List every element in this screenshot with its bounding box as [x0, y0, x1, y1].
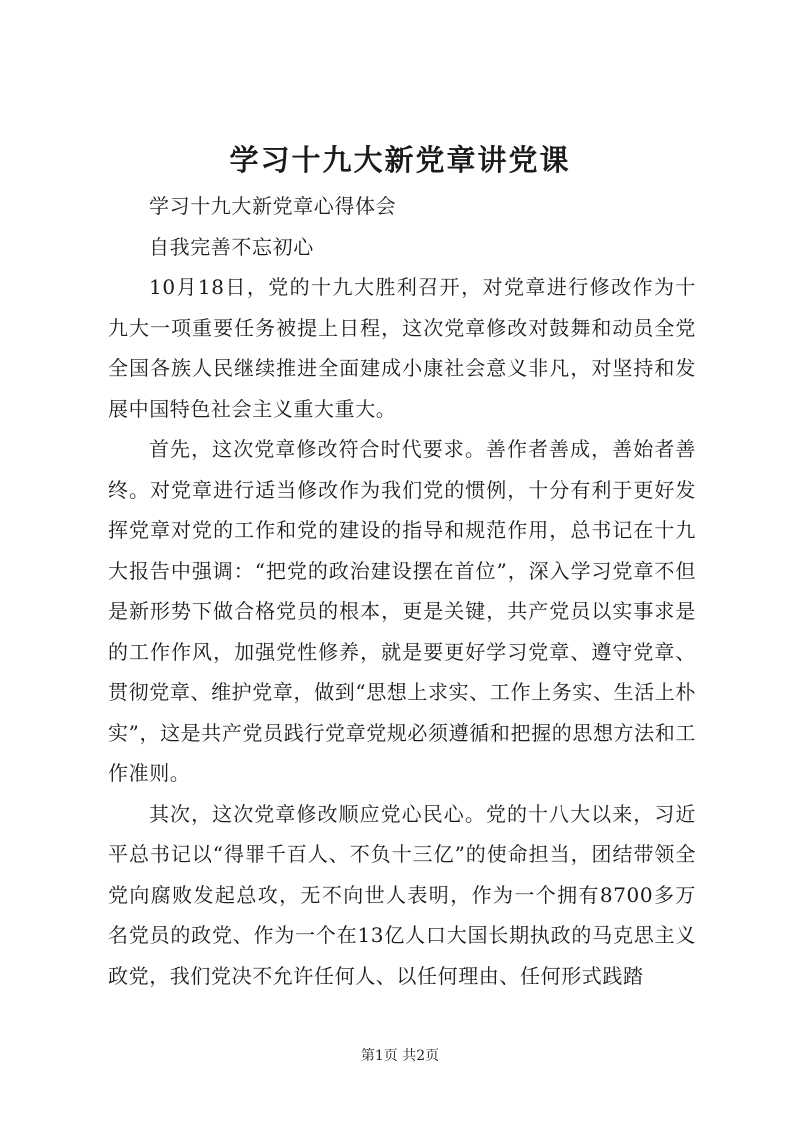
body-paragraph-2: 首先，这次党章修改符合时代要求。善作者善成，善始者善终。对党章进行适当修改作为我们党的惯例，十分有利于更好发挥党章对党的工作和党的建设的指导和规范作用，总书记在十九大报告中强调：“把党的政治建设摆在首位”，深入学习党章不但是新形势下做合格党员的根本，更是关键，共产党员以实事求是的工作作风，加强党性修养，就是要更好学习党章、遵守党章、贯彻党章、维护党章，做到“思想上求实、工作上务实、生活上朴实”，这是共产党员践行党章党规必须遵循和把握的思想方法和工作准则。 [108, 437, 696, 785]
document-title: 学习十九大新党章讲党课 [229, 143, 571, 177]
page-footer [0, 1046, 800, 1066]
document-body [108, 186, 696, 996]
body-paragraph-3: 其次，这次党章修改顺应党心民心。党的十八大以来，习近平总书记以“得罪千百人、不负十三亿”的使命担当，团结带领全党向腐败发起总攻，无不向世人表明，作为一个拥有8700多万名党员的政党、作为一个在13亿人口大国长期执政的马克思主义政党，我们党决不允许任何人、以任何理由、任何形式践踏 [108, 801, 696, 988]
body-paragraph-1: 10月18日，党的十九大胜利召开，对党章进行修改作为十九大一项重要任务被提上日程，这次党章修改对鼓舞和动员全党全国各族人民继续推进全面建成小康社会意义非凡，对坚持和发展中国特色社会主义重大重大。 [108, 275, 696, 421]
heading-paragraph: 自我完善不忘初心 [149, 234, 314, 259]
page-indicator: 第1页 共2页 [360, 1048, 440, 1064]
subtitle-paragraph: 学习十九大新党章心得体会 [149, 194, 397, 218]
